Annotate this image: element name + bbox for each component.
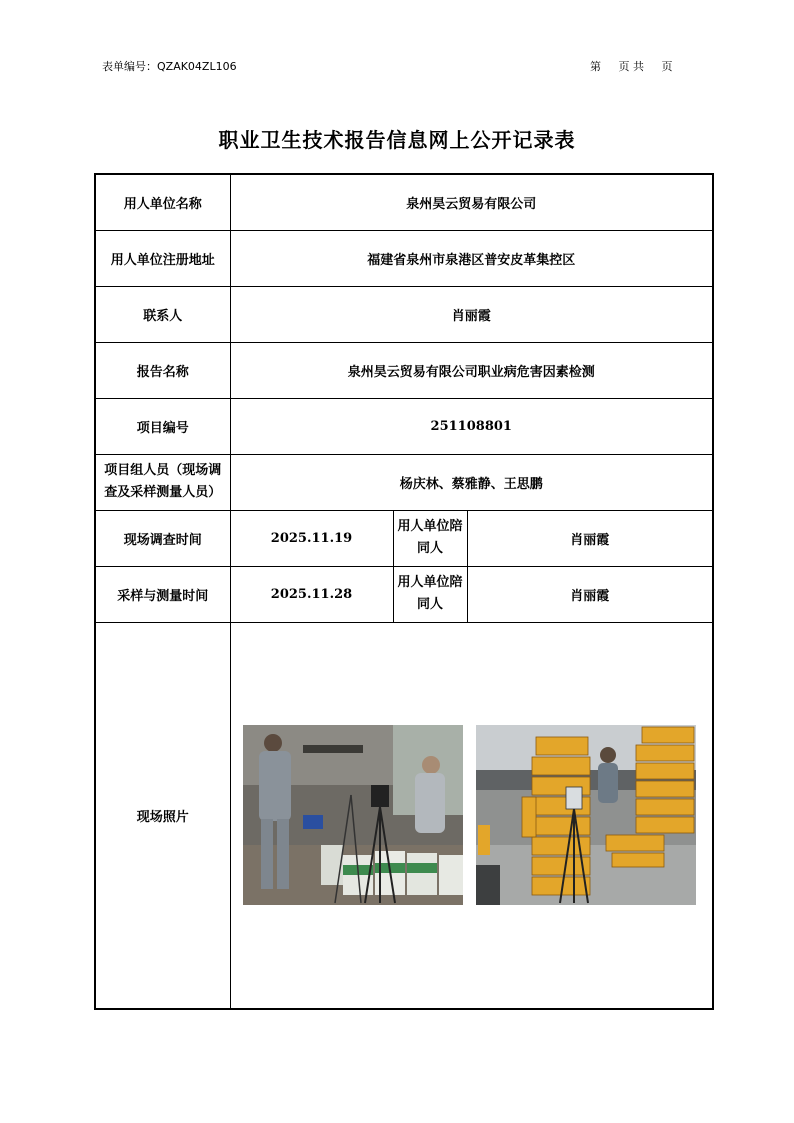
page-label-2: 页 共 [618, 60, 644, 73]
row-photos [95, 622, 713, 1009]
team-label: 项目组人员（现场调查及采样测量人员） [95, 454, 230, 510]
site-photo-sampling [476, 725, 696, 905]
team-value: 杨庆林、蔡雅静、王思鹏 [230, 454, 713, 510]
row-address [95, 230, 713, 286]
sampling-time-value: 2025.11.28 [230, 566, 393, 622]
row-project-no [95, 398, 713, 454]
survey-companion-value: 肖丽霞 [467, 510, 713, 566]
address-value: 福建省泉州市泉港区普安皮革集控区 [230, 230, 713, 286]
site-photo-survey [243, 725, 463, 905]
photos-label: 现场照片 [95, 622, 230, 1009]
page-indicator [590, 58, 687, 74]
survey-companion-label: 用人单位陪同人 [393, 510, 467, 566]
photos-cell [230, 622, 713, 1009]
record-table [94, 173, 714, 1010]
row-sampling-time [95, 566, 713, 622]
page-title: 职业卫生技术报告信息网上公开记录表 [218, 128, 576, 152]
sampling-time-label: 采样与测量时间 [95, 566, 230, 622]
project-no-label: 项目编号 [95, 398, 230, 454]
sampling-companion-label: 用人单位陪同人 [393, 566, 467, 622]
row-report-name [95, 342, 713, 398]
page-label-1: 第 [590, 60, 601, 73]
employer-name-label: 用人单位名称 [95, 174, 230, 230]
employer-name-value: 泉州昊云贸易有限公司 [230, 174, 713, 230]
row-team [95, 454, 713, 510]
form-number: 表单编号：QZAK04ZL106 [102, 60, 237, 73]
contact-value: 肖丽霞 [230, 286, 713, 342]
sampling-companion-value: 肖丽霞 [467, 566, 713, 622]
contact-label: 联系人 [95, 286, 230, 342]
report-name-value: 泉州昊云贸易有限公司职业病危害因素检测 [230, 342, 713, 398]
row-contact [95, 286, 713, 342]
survey-time-label: 现场调查时间 [95, 510, 230, 566]
row-survey-time [95, 510, 713, 566]
address-label: 用人单位注册地址 [95, 230, 230, 286]
row-employer-name [95, 174, 713, 230]
page-label-3: 页 [661, 60, 673, 73]
survey-time-value: 2025.11.19 [230, 510, 393, 566]
report-name-label: 报告名称 [95, 342, 230, 398]
project-no-value: 251108801 [230, 398, 713, 454]
